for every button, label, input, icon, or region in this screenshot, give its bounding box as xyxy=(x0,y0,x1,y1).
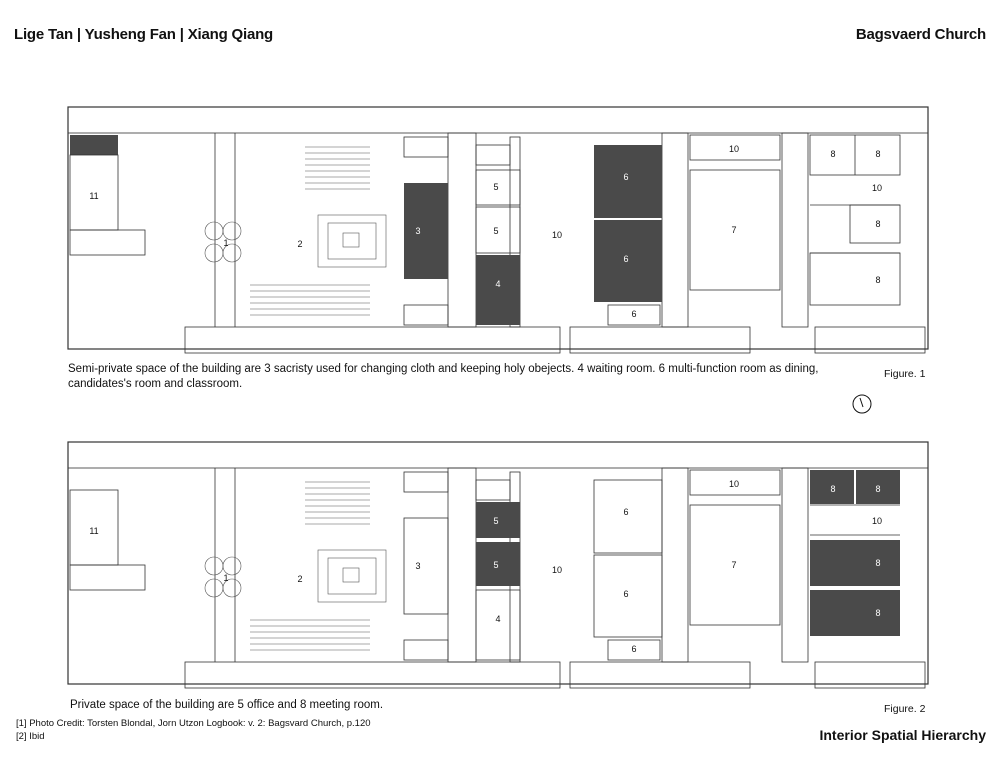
church-hall-lines-2 xyxy=(205,482,386,650)
church-hall-lines-1 xyxy=(205,147,386,315)
label-room-7: 7 xyxy=(731,225,737,235)
label-room-8b: 8 xyxy=(875,484,881,494)
label-room-1: 1 xyxy=(223,573,229,583)
label-room-10a: 10 xyxy=(551,230,563,240)
room-3-highlight xyxy=(404,183,448,279)
label-room-10b: 10 xyxy=(728,479,740,489)
authors-header: Lige Tan | Yusheng Fan | Xiang Qiang xyxy=(14,26,274,43)
label-room-8d: 8 xyxy=(875,275,881,285)
label-room-5a: 5 xyxy=(493,516,499,526)
room-8c-highlight xyxy=(810,540,900,586)
room-8d-highlight xyxy=(810,590,900,636)
figure-2-caption: Private space of the building are 5 office and 8 meeting room. xyxy=(70,699,384,711)
label-room-6a: 6 xyxy=(623,507,629,517)
label-room-10c: 10 xyxy=(871,183,883,193)
label-room-1: 1 xyxy=(223,238,229,248)
label-room-10c: 10 xyxy=(871,516,883,526)
label-room-7: 7 xyxy=(731,560,737,570)
reference-1: [1] Photo Credit: Torsten Blondal, Jorn Utzon Logbook: v. 2: Bagsvard Church, p.120 xyxy=(16,718,371,729)
footer-title: Interior Spatial Hierarchy xyxy=(819,727,986,743)
label-room-4: 4 xyxy=(495,279,501,289)
floor-plan-figure-1 xyxy=(60,105,935,355)
north-arrow-icon xyxy=(851,393,873,415)
label-room-5a: 5 xyxy=(493,182,499,192)
label-room-11: 11 xyxy=(89,191,99,201)
label-room-2: 2 xyxy=(297,574,303,584)
label-room-8c: 8 xyxy=(875,219,881,229)
label-room-4: 4 xyxy=(495,614,501,624)
label-room-11: 11 xyxy=(89,526,99,536)
room-outlines-2 xyxy=(70,480,780,660)
label-room-6c: 6 xyxy=(631,309,637,319)
figure-1-label: Figure. 1 xyxy=(884,368,926,380)
references xyxy=(16,717,371,743)
label-room-8c: 8 xyxy=(875,558,881,568)
label-room-6b: 6 xyxy=(623,254,629,264)
label-room-3: 3 xyxy=(415,226,421,236)
label-room-6b: 6 xyxy=(623,589,629,599)
highlighted-rooms-1 xyxy=(70,135,662,325)
reference-2: [2] Ibid xyxy=(16,731,45,742)
label-room-5b: 5 xyxy=(493,560,499,570)
figure-2-label: Figure. 2 xyxy=(884,703,926,715)
project-title: Bagsvaerd Church xyxy=(855,26,986,43)
label-room-8a: 8 xyxy=(830,484,836,494)
floor-plan-figure-2 xyxy=(60,440,935,690)
label-room-10b: 10 xyxy=(728,144,740,154)
label-room-2: 2 xyxy=(297,239,303,249)
label-room-8d: 8 xyxy=(875,608,881,618)
label-room-8b: 8 xyxy=(875,149,881,159)
label-room-3: 3 xyxy=(415,561,421,571)
label-room-10a: 10 xyxy=(551,565,563,575)
figure-1-caption: Semi-private space of the building are 3 sacristy used for changing cloth and keeping holy obejects. 4 waiting room. 6 multi-function room as dining, candidates's room and classroom. xyxy=(68,363,819,390)
room-4-highlight xyxy=(476,255,520,325)
label-room-6a: 6 xyxy=(623,172,629,182)
room-11-highlight xyxy=(70,135,118,155)
label-room-5b: 5 xyxy=(493,226,499,236)
label-room-6c: 6 xyxy=(631,644,637,654)
label-room-8a: 8 xyxy=(830,149,836,159)
